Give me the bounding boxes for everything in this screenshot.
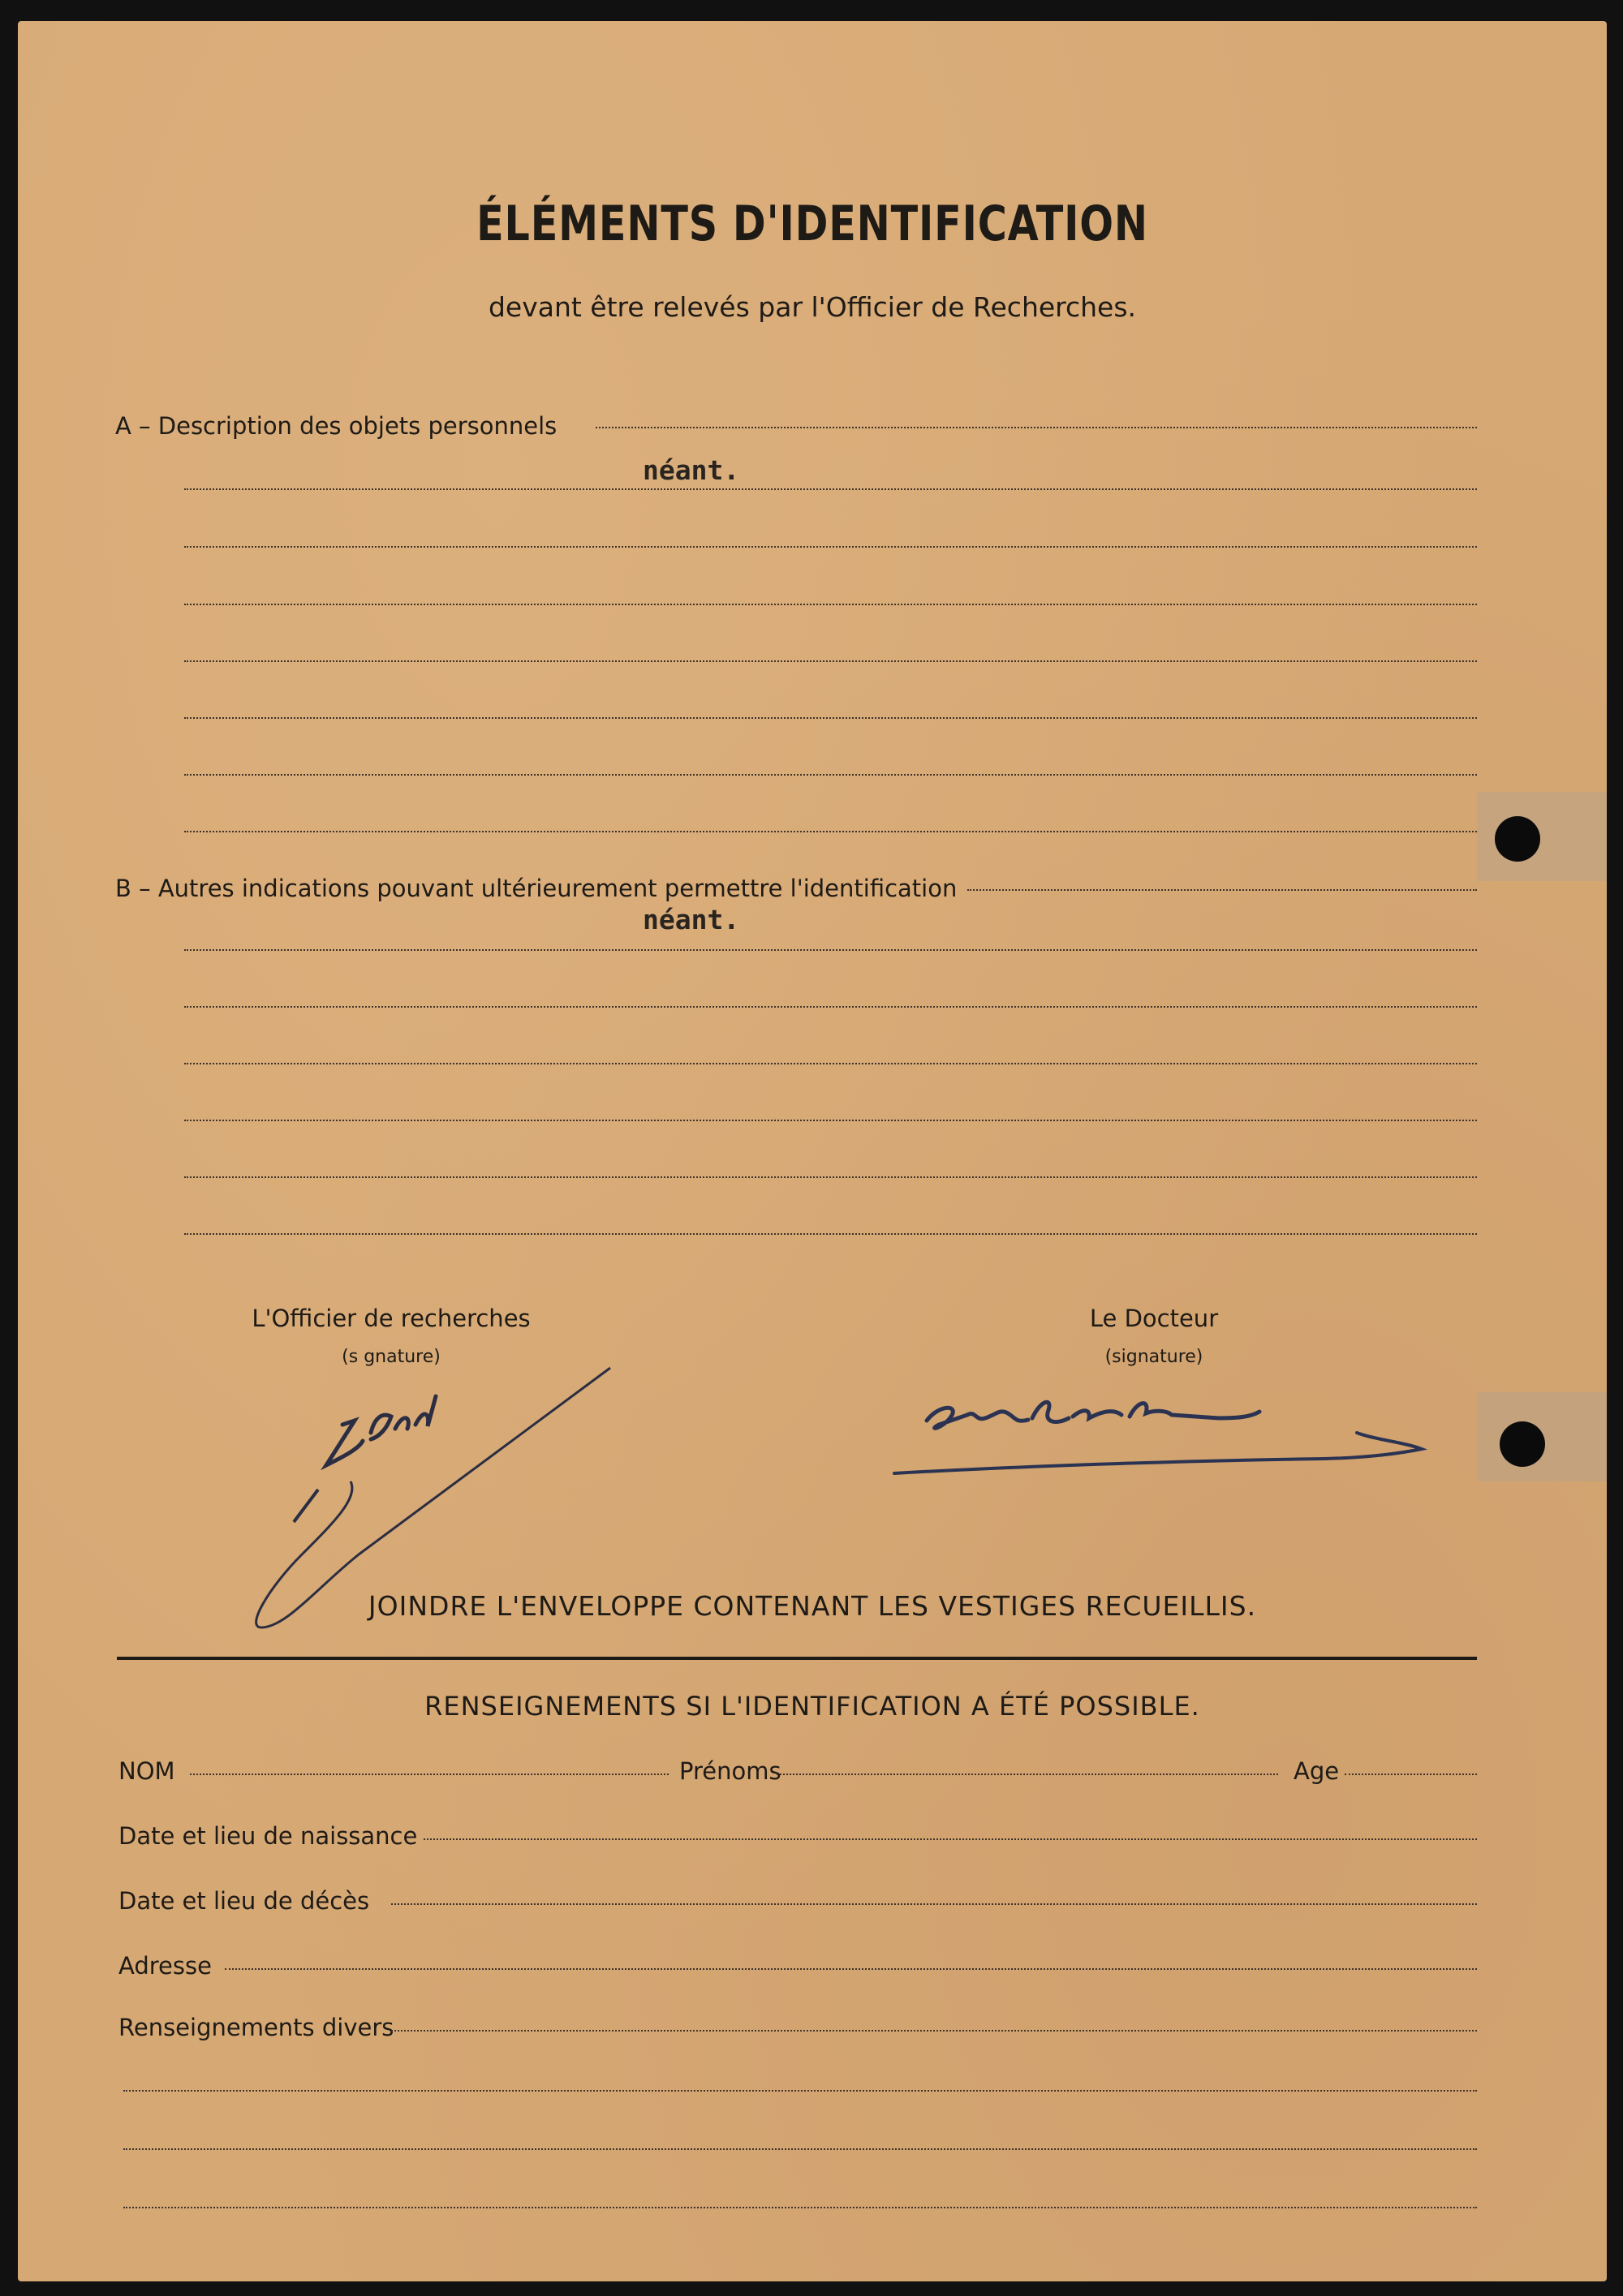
section-b-line bbox=[184, 1233, 1477, 1235]
section-b-label: B – Autres indications pouvant ultérieurement permettre l'identification bbox=[115, 875, 958, 902]
form-title: ÉLÉMENTS D'IDENTIFICATION bbox=[476, 196, 1148, 252]
section-a-label: A – Description des objets personnels bbox=[115, 412, 558, 440]
death-field bbox=[391, 1903, 1477, 1905]
instruction-text: JOINDRE L'ENVELOPPE CONTENANT LES VESTIGES RECUEILLIS. bbox=[368, 1590, 1257, 1622]
birth-field bbox=[424, 1838, 1477, 1840]
prenoms-field bbox=[777, 1774, 1278, 1775]
doctor-signature bbox=[870, 1368, 1454, 1498]
section-a-line bbox=[184, 546, 1477, 548]
address-field bbox=[225, 1968, 1477, 1970]
section-divider bbox=[117, 1657, 1477, 1660]
birth-label: Date et lieu de naissance bbox=[118, 1822, 418, 1850]
nom-field bbox=[190, 1774, 669, 1775]
section-a-line bbox=[184, 604, 1477, 605]
age-field bbox=[1345, 1774, 1477, 1775]
section-a-line bbox=[596, 427, 1477, 428]
misc-field bbox=[391, 2030, 1477, 2032]
section-b-line bbox=[184, 1176, 1477, 1178]
misc-label: Renseignements divers bbox=[118, 2014, 394, 2041]
section-b-typed-value: néant. bbox=[643, 904, 740, 935]
doctor-title: Le Docteur bbox=[1089, 1305, 1219, 1332]
age-label: Age bbox=[1294, 1757, 1340, 1785]
section-b-line bbox=[184, 1120, 1477, 1121]
misc-line bbox=[123, 2090, 1477, 2092]
section-a-typed-value: néant. bbox=[643, 454, 740, 486]
death-label: Date et lieu de décès bbox=[118, 1887, 370, 1915]
form-subtitle: devant être relevés par l'Officier de Recherches. bbox=[488, 291, 1137, 323]
address-label: Adresse bbox=[118, 1952, 212, 1980]
section-b-line bbox=[184, 1063, 1477, 1064]
document-sheet bbox=[18, 21, 1607, 2281]
misc-line bbox=[123, 2148, 1477, 2150]
section-b-line bbox=[184, 949, 1477, 951]
identification-heading: RENSEIGNEMENTS SI L'IDENTIFICATION A ÉTÉ POSSIBLE. bbox=[424, 1691, 1200, 1722]
section-b-line bbox=[967, 889, 1477, 891]
prenoms-label: Prénoms bbox=[679, 1757, 781, 1785]
section-a-line bbox=[184, 488, 1477, 490]
section-a-line bbox=[184, 831, 1477, 832]
misc-line bbox=[123, 2207, 1477, 2208]
section-a-line bbox=[184, 774, 1477, 776]
section-b-line bbox=[184, 1006, 1477, 1008]
punch-hole bbox=[1495, 816, 1540, 862]
section-a-line bbox=[184, 717, 1477, 719]
nom-label: NOM bbox=[118, 1757, 175, 1785]
doctor-signature-note: (signature) bbox=[1104, 1347, 1203, 1367]
punch-hole bbox=[1500, 1421, 1545, 1467]
officer-title: L'Officier de recherches bbox=[252, 1305, 531, 1332]
section-a-line bbox=[184, 660, 1477, 662]
officer-signature-note: (s gnature) bbox=[342, 1347, 441, 1367]
